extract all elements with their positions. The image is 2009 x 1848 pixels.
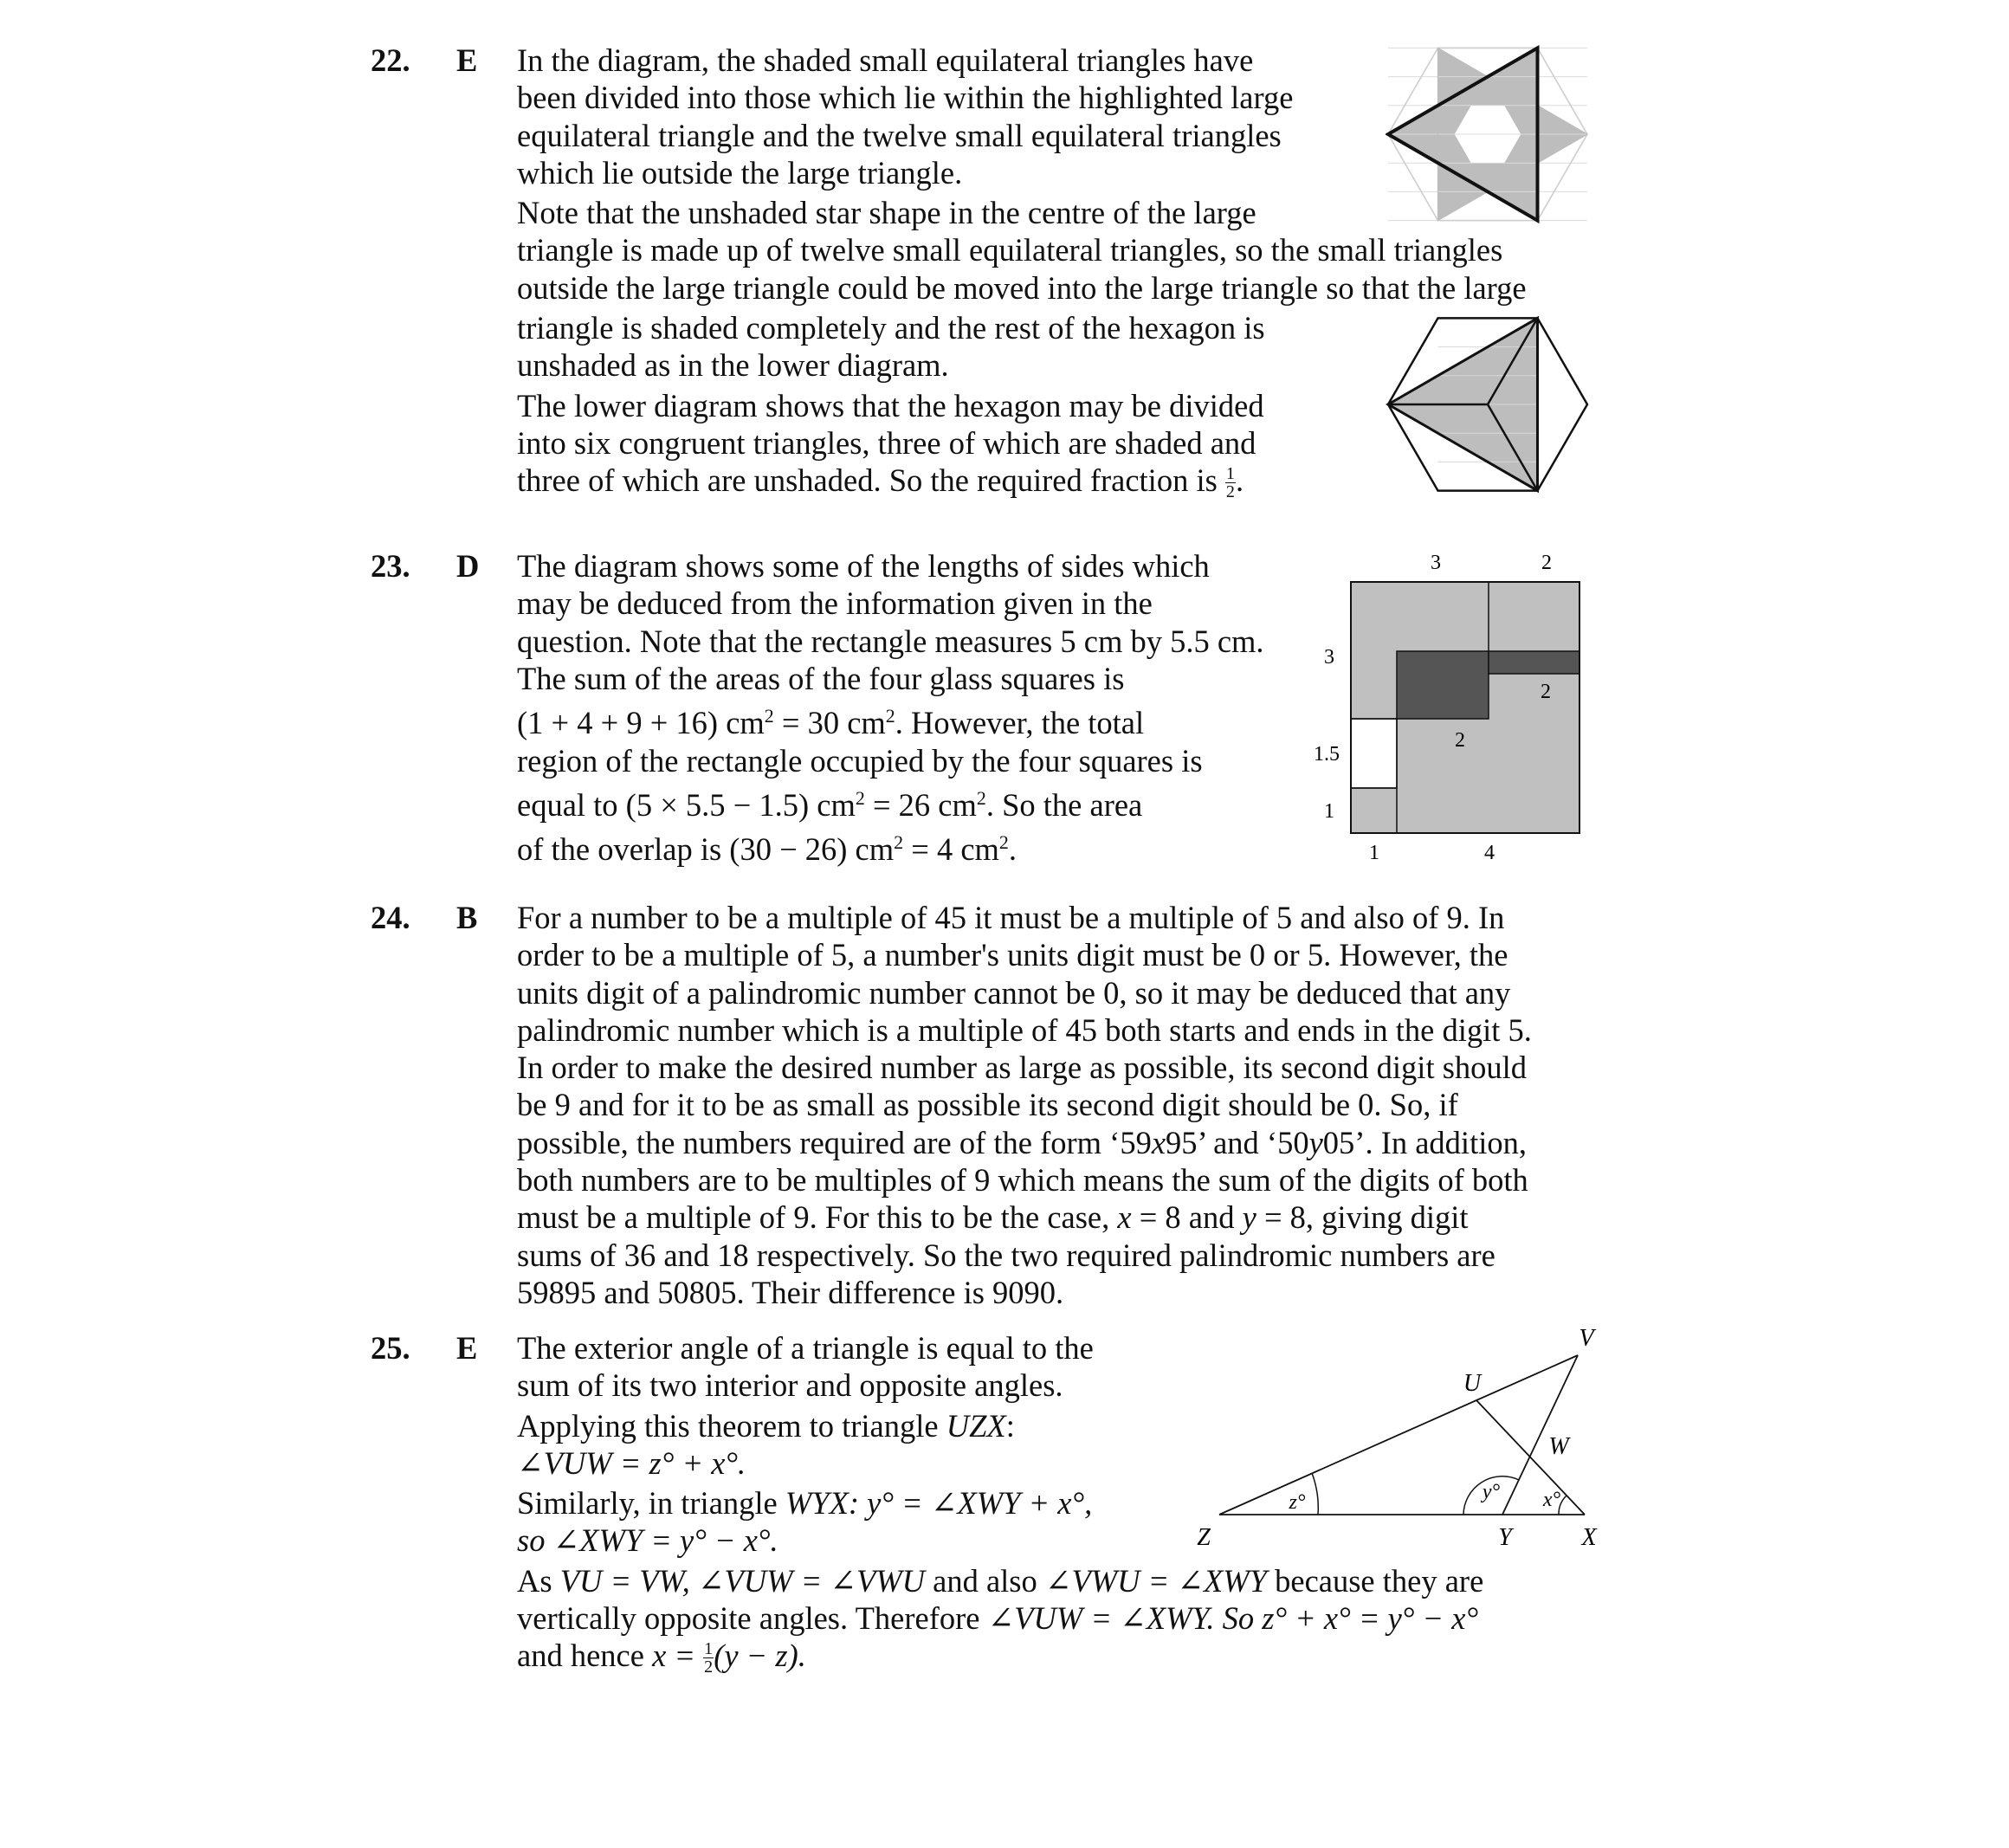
vertex-label: W [1548,1433,1569,1460]
white-gap [1351,719,1397,788]
length-label: 4 [1484,842,1495,864]
text-line: equilateral triangle and the twelve small equilateral triangles [517,117,1282,153]
text-line: equal to (5 × 5.5 − 1.5) $cm^2 = 26$ $cm^2$. So the area [517,786,1143,824]
text-line: Similarly, in triangle WYX: y° = ∠XWY + x°, [517,1485,1093,1522]
text-line: For a number to be a multiple of 45 it must be a multiple of 5 and also of 9. In [517,900,1505,935]
text-line: possible, the numbers required are of the form ‘59x95’ and ‘50y05’. In addition, [517,1124,1527,1160]
text-line: may be deduced from the information given in the [517,585,1153,622]
square-overlap-dark [1397,651,1489,719]
text-line: The lower diagram shows that the hexagon may be divided [517,387,1264,423]
text-line: which lie outside the large triangle. [517,154,963,191]
strip-overlap-dark [1489,651,1579,674]
answer-letter: D [456,548,480,584]
text-line: question. Note that the rectangle measures 5 cm by 5.5 cm. [517,623,1264,659]
text-line: ∠VUW = z° + x°. [517,1444,746,1481]
vertex-label: U [1463,1370,1482,1397]
text-line: and hence x = $\frac{1}{2}$ (y − z). [517,1638,806,1677]
angle-arc-z [1312,1473,1318,1515]
angle-label: y° [1482,1481,1501,1503]
fraction-half: $\frac{1}{2}$ [1225,464,1235,502]
length-label: 3 [1324,646,1334,669]
vertex-label: Z [1197,1524,1211,1551]
side-ZV [1219,1355,1578,1515]
length-label: 1 [1369,842,1379,864]
text-line: The sum of the areas of the four glass squares is [517,660,1125,696]
question-number: 23. [371,548,410,584]
text-line: vertically opposite angles. Therefore ∠VUW = ∠XWY. So z° + x° = y° − x° [517,1600,1479,1637]
answer-letter: E [456,1330,478,1366]
fraction-half: $\frac{1}{2}$ [704,1639,714,1677]
triangle-grid [1388,45,1587,227]
hexagon-half-shaded-diagram [1386,312,1593,498]
text-line: into six congruent triangles, three of which are shaded and [517,424,1256,461]
text-line: outside the large triangle could be moved into the large triangle so that the large [517,269,1527,306]
length-label: 2 [1541,681,1551,703]
text-line: order to be a multiple of 5, a number's units digit must be 0 or 5. However, the [517,937,1508,973]
text-line: In order to make the desired number as large as possible, its second digit should [517,1050,1528,1086]
length-label: 3 [1431,552,1441,574]
vertex-label: V [1579,1325,1594,1352]
text-line: of the overlap is (30 − 26) $cm^2 = 4$ $cm^2$. [517,831,1017,868]
length-label: 1.5 [1314,743,1340,766]
text-line: The exterior angle of a triangle is equal to the [517,1330,1094,1366]
text-line: units digit of a palindromic number cannot be 0, so it may be deduced that any [517,974,1511,1011]
question-number: 22. [371,42,410,78]
question-number: 24. [371,900,410,935]
text-line: The diagram shows some of the lengths of sides which [517,548,1210,584]
text-line: region of the rectangle occupied by the four squares is [517,742,1203,779]
length-label: 1 [1324,800,1334,823]
text-line: sum of its two interior and opposite angles. [517,1367,1063,1404]
text-line: 59895 and 50805. Their difference is 9090. [517,1274,1064,1310]
vertex-label: X [1581,1524,1597,1551]
text-segment: three of which are unshaded. So the required fraction is [517,462,1218,499]
answer-letter: E [456,42,478,78]
question-number: 25. [371,1330,410,1366]
solution-text [517,42,1527,501]
answer-letter: B [456,900,478,935]
text-line: must be a multiple of 9. For this to be the case, x = 8 and y = 8, giving digit [517,1199,1469,1236]
length-label: 2 [1541,552,1552,574]
text-line: Note that the unshaded star shape in the centre of the large [517,195,1256,231]
text-line: (1 + 4 + 9 + 16) $cm^2 = 30$ $cm^2$. However, the total [517,705,1145,741]
text-line: triangle is shaded completely and the rest of the hexagon is [517,310,1265,346]
solution-text [517,547,1264,869]
text-line: three of which are unshaded. So the required fraction is $\frac{1}{2}$ . [517,462,1244,502]
text-line: Applying this theorem to triangle UZX: [517,1407,1015,1444]
text-line: both numbers are to be multiples of 9 which means the sum of the digits of both [517,1162,1528,1199]
length-label: 2 [1455,729,1465,752]
text-line: In the diagram, the shaded small equilateral triangles have [517,42,1254,78]
text-line: sums of 36 and 18 respectively. So the two required palindromic numbers are [517,1237,1495,1273]
text-line: unshaded as in the lower diagram. [517,347,949,384]
hexagon-star-diagram [1386,45,1593,227]
angle-label: x° [1542,1489,1561,1511]
angle-label: z° [1289,1491,1306,1514]
text-line: been divided into those which lie within the highlighted large [517,80,1294,116]
triangle-angle-diagram [1178,1318,1611,1552]
text-line: be 9 and for it to be as small as possible its second digit should be 0. So, if [517,1087,1458,1123]
text-line: As VU = VW, ∠VUW = ∠VWU and also ∠VWU = ∠XWY because they are [517,1562,1484,1599]
text-line: palindromic number which is a multiple of 45 both starts and ends in the digit 5. [517,1011,1532,1048]
glass-squares-diagram [1308,546,1602,875]
vertex-label: Y [1498,1524,1512,1551]
text-line: so ∠XWY = y° − x°. [517,1522,778,1559]
solution-text [517,899,1532,1311]
text-line: triangle is made up of twelve small equilateral triangles, so the small triangles [517,232,1503,268]
